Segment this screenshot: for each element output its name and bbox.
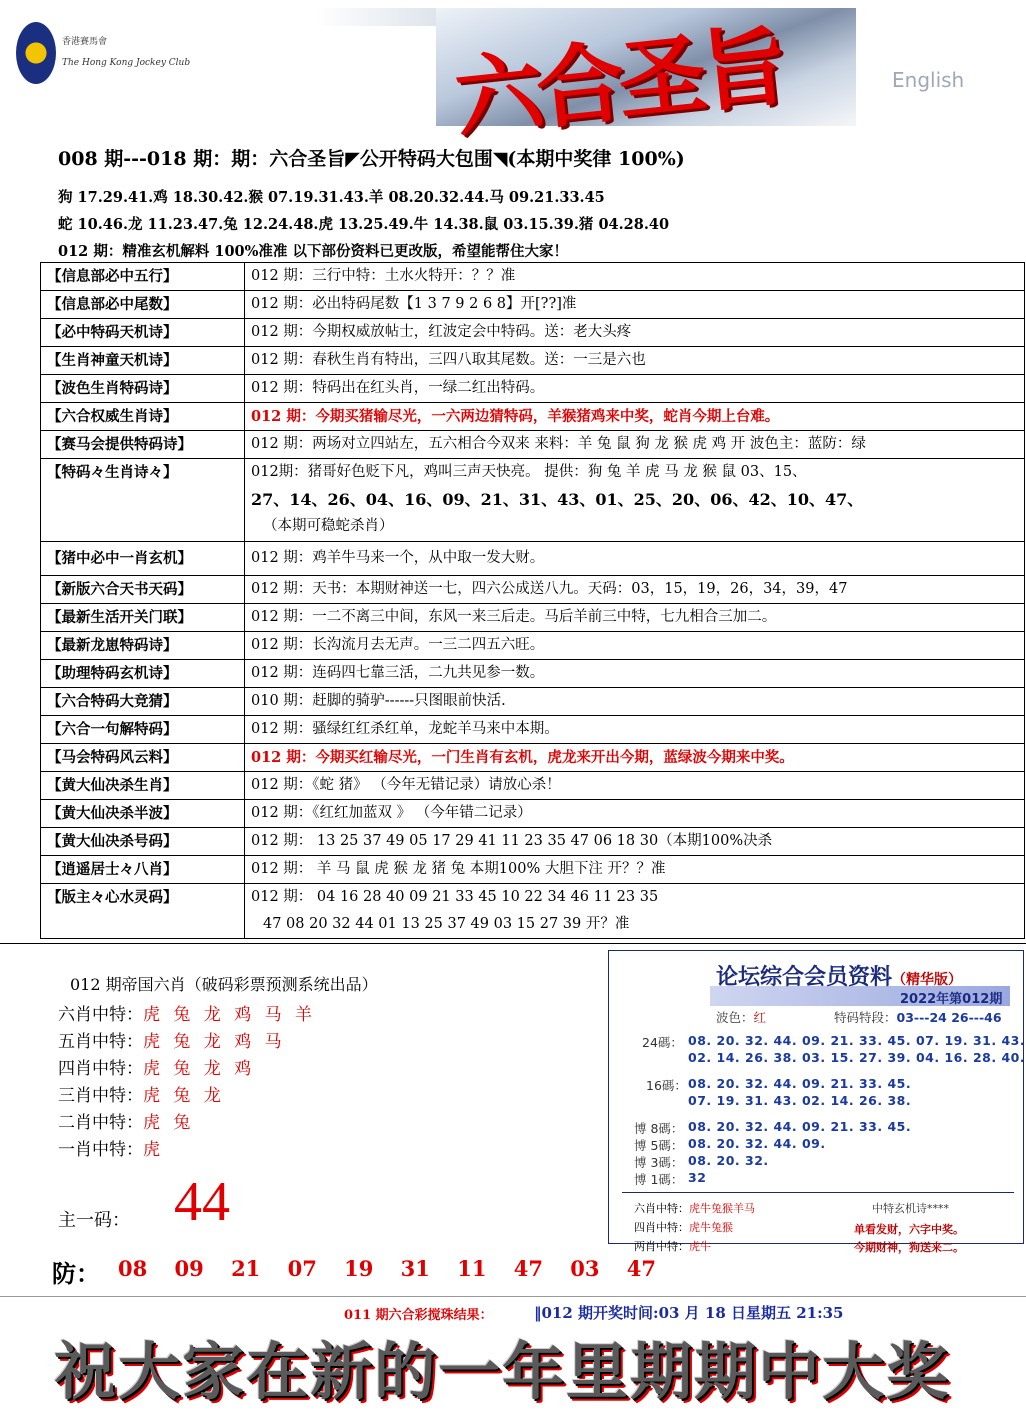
card-segment-label: 特码特段： [834,1010,897,1025]
row-label: 【最新生活开关门联】 [41,604,245,632]
row-label: 【黄大仙决杀半波】 [41,800,245,828]
card-bottom-label: 两肖中特： [634,1240,689,1253]
main-title: 六合圣旨 [449,13,787,151]
card-divider [622,1192,1014,1193]
card-color-label: 波色： [716,1010,754,1025]
card-bottom-row [634,1219,733,1235]
row-label: 【六合权威生肖诗】 [41,403,245,431]
row-value: 012 期：天书：本期财神送一七，四六公成送八九。天码：03，15，19，26，34，39，47 [245,576,1025,604]
row-label: 【信息部必中尾数】 [41,291,245,319]
row-label: 【必中特码天机诗】 [41,319,245,347]
card-row-label: 博 3碼： [634,1155,684,1170]
six-zodiac-title: 012 期帝国六肖（破码彩票预测系统出品） [70,975,378,994]
row-label: 【波色生肖特码诗】 [41,375,245,403]
table-row [41,688,1025,716]
table-row [41,604,1025,632]
six-row [58,1054,255,1079]
row-value-line: （本期可稳蛇杀肖） [263,518,394,534]
card-row-line: 08. 20. 32. 44. 09. [688,1136,826,1151]
row-value: 012 期：连码四七靠三活，二九共见参一数。 [245,660,1025,688]
english-link[interactable]: English [892,68,965,92]
six-row-label: 四肖中特： [58,1059,143,1079]
six-row-value: 虎 兔 龙 [143,1086,225,1106]
six-row [58,1135,164,1160]
row-label: 【猪中必中一肖玄机】 [41,542,245,576]
table-row [41,576,1025,604]
headline: 008 期---018 期：期：六合圣旨◤公开特码大包围◥(本期中奖律 100%) [58,148,685,170]
row-value: 012 期：一二不离三中间，东风一来三后走。马后羊前三中特，七九相合三加二。 [245,604,1025,632]
draw-time: ‖012 期开奖时间:03 月 18 日星期五 21:35 [534,1304,844,1322]
prediction-table [40,262,1025,939]
row-label: 【最新龙崽特码诗】 [41,632,245,660]
row-label: 【信息部必中五行】 [41,263,245,291]
six-row-label: 三肖中特： [58,1086,143,1106]
card-bottom-row [634,1238,711,1254]
row-label: 【黄大仙决杀号码】 [41,828,245,856]
six-row-value: 虎 兔 龙 鸡 马 [143,1032,286,1052]
card-title-text: 论坛综合会员资料 [716,965,893,990]
six-row [58,1081,225,1106]
card-title-tag: （精华版） [892,972,963,988]
card-title [716,960,962,991]
card-bottom-label: 六肖中特： [634,1202,689,1215]
row-label: 【六合一句解特码】 [41,716,245,744]
six-row-label: 一肖中特： [58,1140,143,1160]
row-label: 【助理特码玄机诗】 [41,660,245,688]
row-value-line: 012期：猪哥好色贬下凡，鸡叫三声天快亮。 提供：狗 兔 羊 虎 马 龙 猴 鼠 03、15、 [251,464,807,480]
card-bottom-value: 虎牛 [689,1240,711,1253]
table-row [41,375,1025,403]
table-row [41,319,1025,347]
row-value: 012 期：今期买猪输尽光，一六两边猜特码，羊猴猪鸡来中奖，蛇肖今期上台难。 [245,403,1025,431]
table-row [41,403,1025,431]
card-row-label: 24碼： [642,1035,683,1050]
card-row-line: 08. 20. 32. 44. 09. 21. 33. 45. [688,1119,912,1134]
card-issue: 2022年第012期 [900,992,1003,1007]
row-label: 【逍遥居士々八肖】 [41,856,245,884]
row-value: 012 期：两场对立四站左，五六相合今双来 来料：羊 兔 鼠 狗 龙 猴 虎 鸡 开 波色主：蓝防：绿 [245,431,1025,459]
row-value: 012 期：鸡羊牛马来一个，从中取一发大财。 [245,542,1025,576]
six-row [58,1027,286,1052]
table-row [41,431,1025,459]
row-value: 012 期：《蛇 猪》 （今年无错记录）请放心杀！ [245,772,1025,800]
card-row-line: 07. 19. 31. 43. 02. 14. 26. 38. [688,1093,912,1108]
table-row [41,772,1025,800]
row-value [245,459,1025,542]
table-row [41,291,1025,319]
result-label: 011 期六合彩搅珠结果： [344,1308,493,1323]
zodiac-number-line-1: 狗 17.29.41.鸡 18.30.42.猴 07.19.31.43.羊 08.20.32.44.马 09.21.33.45 [58,189,605,206]
six-row-value: 虎 [143,1140,164,1160]
table-row [41,800,1025,828]
row-label: 【特码々生肖诗々】 [41,459,245,542]
table-row [41,744,1025,772]
table-row [41,856,1025,884]
card-row-line: 08. 20. 32. 44. 09. 21. 33. 45. [688,1076,912,1091]
row-label: 【生肖神童天机诗】 [41,347,245,375]
row-value: 012 期： 羊 马 鼠 虎 猴 龙 猪 兔 本期100% 大胆下注 开？？准 [245,856,1025,884]
card-row-line: 08. 20. 32. 44. 09. 21. 33. 45. 07. 19. 31. 43. [688,1033,1026,1048]
row-value: 012 期：今期买红输尽光，一门生肖有玄机，虎龙来开出今期，蓝绿波今期来中奖。 [245,744,1025,772]
six-row-value: 虎 兔 [143,1113,195,1133]
row-label: 【马会特码风云料】 [41,744,245,772]
blessing-banner: 祝大家在新的一年里期期中大奖 [54,1335,951,1408]
row-value-line: 47 08 20 32 44 01 13 25 37 49 03 15 27 39 开？准 [263,916,630,932]
row-value: 012 期：《红红加蓝双 》 （今年错二记录） [245,800,1025,828]
card-segment-value: 03---24 26---46 [896,1010,1002,1025]
six-row-value: 虎 兔 龙 鸡 马 羊 [143,1005,317,1025]
fang-label: 防： [52,1259,100,1288]
row-value-line: 27、14、26、04、16、09、21、31、43、01、25、20、06、42、10、47、 [251,490,864,509]
table-row [41,632,1025,660]
row-label: 【版主々心水灵码】 [41,884,245,939]
card-color-value: 红 [753,1010,767,1025]
row-value [245,884,1025,939]
intro-line: 012 期：精准玄机解料 100%准准 以下部份资料已更改版，希望能帮住大家！ [58,243,568,260]
card-poem-label: 中特玄机诗**** [872,1202,949,1215]
row-label: 【赛马会提供特码诗】 [41,431,245,459]
row-value: 012 期：春秋生肖有特出，三四八取其尾数。送：一三是六也 [245,347,1025,375]
divider [0,943,1026,944]
card-row-label: 博 1碼： [634,1172,684,1187]
table-row [41,828,1025,856]
six-row-label: 二肖中特： [58,1113,143,1133]
divider [0,1296,1026,1297]
card-bottom-value: 虎牛兔猴 [689,1221,733,1234]
row-label: 【新版六合天书天码】 [41,576,245,604]
table-row [41,884,1025,939]
card-color-segment [716,1008,1002,1026]
main-code: 44 [174,1171,230,1233]
six-row-label: 六肖中特： [58,1005,143,1025]
row-value: 012 期：必出特码尾数【1 3 7 9 2 6 8】开[??]准 [245,291,1025,319]
six-row [58,1108,194,1133]
table-row [41,660,1025,688]
card-bottom-value: 虎牛兔猴羊马 [689,1202,755,1215]
row-value: 012 期：长沟流月去无声。一三二四五六旺。 [245,632,1025,660]
fang-numbers: 08 09 21 07 19 31 11 47 03 47 [118,1256,657,1281]
table-row [41,347,1025,375]
card-poem-line: 单看发财，六字中奖。 [854,1223,964,1236]
card-row-line: 32 [688,1170,707,1185]
table-row [41,263,1025,291]
row-value: 012 期：特码出在红头肖，一绿二红出特码。 [245,375,1025,403]
row-value: 012 期：今期权威放帖士，红波定会中特码。送：老大头疼 [245,319,1025,347]
card-poem-line: 今期财神，狗送来二。 [854,1241,964,1254]
card-row-line: 08. 20. 32. [688,1153,769,1168]
row-value: 012 期：三行中特：土水火特开：？？准 [245,263,1025,291]
card-bottom-label: 四肖中特： [634,1221,689,1234]
table-row [41,542,1025,576]
jockey-club-logo-icon [16,22,56,84]
card-bottom-row [634,1200,755,1216]
row-value-line: 012 期： 04 16 28 40 09 21 33 45 10 22 34 46 11 23 35 [251,889,659,905]
row-label: 【六合特码大竞猜】 [41,688,245,716]
row-value: 012 期： 13 25 37 49 05 17 29 41 11 23 35 47 06 18 30（本期100%决杀 [245,828,1025,856]
table-row [41,459,1025,542]
row-value: 012 期：骚绿红红杀红单，龙蛇羊马来中本期。 [245,716,1025,744]
card-row-label: 博 8碼： [634,1121,684,1136]
card-row-line: 02. 14. 26. 38. 03. 15. 27. 39. 04. 16. 28. 40. [688,1050,1026,1065]
table-row [41,716,1025,744]
logo-cn-text: 香港賽馬會 [62,37,108,47]
six-row [58,1000,316,1025]
row-label: 【黄大仙决杀生肖】 [41,772,245,800]
card-row-label: 博 5碼： [634,1138,684,1153]
logo-en-text: The Hong Kong Jockey Club [62,58,191,68]
zodiac-number-line-2: 蛇 10.46.龙 11.23.47.兔 12.24.48.虎 13.25.49.牛 14.38.鼠 03.15.39.猪 04.28.40 [58,216,670,233]
card-row-label: 16碼： [646,1078,687,1093]
row-value: 010 期：赶脚的骑驴------只图眼前快活. [245,688,1025,716]
main-code-label: 主一码： [58,1210,130,1231]
six-row-value: 虎 兔 龙 鸡 [143,1059,256,1079]
six-row-label: 五肖中特： [58,1032,143,1052]
